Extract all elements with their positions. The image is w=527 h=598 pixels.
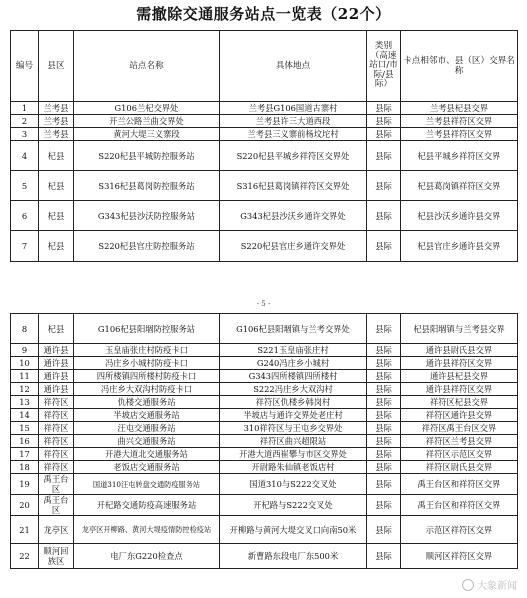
cell-category: 县际 [367, 102, 401, 115]
cell-no: 8 [11, 314, 39, 344]
cell-name: 老饭店交通服务站 [74, 461, 220, 474]
cell-category: 县际 [367, 495, 401, 516]
cell-location: 兰考县许三大道西段 [220, 115, 367, 128]
table-row [11, 314, 518, 344]
cell-border: 禹王台区和祥符区交界 [401, 495, 518, 516]
cell-no: 6 [11, 201, 39, 231]
cell-border: 兰考县祥符区交界 [401, 115, 518, 128]
cell-name: 开兰公路兰曲交界处 [74, 115, 220, 128]
cell-no: 13 [11, 396, 39, 409]
cell-no: 11 [11, 370, 39, 383]
cell-location: 兰考县G106国道古寨村 [220, 102, 367, 115]
table-row [11, 141, 518, 171]
cell-county: 通许县 [39, 344, 74, 357]
cell-county: 杞县 [39, 201, 74, 231]
cell-border: 杞县平城乡祥符区交界 [401, 141, 518, 171]
watermark [462, 577, 517, 592]
cell-border: 通许县杞县交界 [401, 370, 518, 383]
header-location: 具体地点 [220, 31, 367, 102]
cell-border: 兰考县杞县交界 [401, 102, 518, 115]
cell-location: 开杞路与S222交叉处 [220, 495, 367, 516]
table-row [11, 201, 518, 231]
cell-category: 县际 [367, 448, 401, 461]
header-border: 卡点相邻市、县（区）交界名称 [401, 31, 518, 102]
cell-name: 玉皇庙张庄村防疫卡口 [74, 344, 220, 357]
cell-category: 县际 [367, 344, 401, 357]
cell-no: 7 [11, 231, 39, 262]
table-row [11, 344, 518, 357]
cell-county: 兰考县 [39, 115, 74, 128]
cell-border: 禹王台区和祥符区交界 [401, 474, 518, 495]
cell-county: 通许县 [39, 357, 74, 370]
cell-category: 县际 [367, 370, 401, 383]
cell-county: 通许县 [39, 370, 74, 383]
cell-county: 祥符区 [39, 422, 74, 435]
table-row [11, 422, 518, 435]
cell-category: 县际 [367, 435, 401, 448]
cell-no: 2 [11, 115, 39, 128]
watermark-text: 大象新闻 [477, 581, 517, 592]
table-row [11, 516, 518, 544]
header-name: 站点名称 [74, 31, 220, 102]
cell-name: 龙亭区开柳路、黄河大堤疫情防控检疫站 [74, 516, 220, 544]
cell-county: 杞县 [39, 171, 74, 201]
cell-border: 祥符区通许县交界 [401, 409, 518, 422]
cell-category: 县际 [367, 516, 401, 544]
cell-no: 21 [11, 516, 39, 544]
cell-category: 县际 [367, 357, 401, 370]
cell-name: G343杞县沙沃防控服务站 [74, 201, 220, 231]
cell-border: 杞县官庄乡通许县交界 [401, 231, 518, 262]
cell-location: 310祥符区与王屯乡交界处 [220, 422, 367, 435]
cell-name: 黄河大堤三义寨段 [74, 128, 220, 141]
cell-location: S220杞县官庄乡通许交界处 [220, 231, 367, 262]
cell-location: 开柳路与黄河大堤交叉口向南50米 [220, 516, 367, 544]
cell-no: 22 [11, 544, 39, 569]
cell-name: S220杞县官庄防控服务站 [74, 231, 220, 262]
header-county: 县区 [39, 31, 74, 102]
cell-county: 顺河回族区 [39, 544, 74, 569]
table-header-row [11, 31, 518, 102]
cell-no: 18 [11, 461, 39, 474]
table-row [11, 115, 518, 128]
watermark-logo-icon [462, 579, 474, 591]
table-row [11, 231, 518, 262]
cell-no: 17 [11, 448, 39, 461]
header-no: 编号 [11, 31, 39, 102]
cell-name: 曲兴交通服务站 [74, 435, 220, 448]
cell-category: 县际 [367, 409, 401, 422]
cell-no: 9 [11, 344, 39, 357]
cell-county: 兰考县 [39, 102, 74, 115]
cell-category: 县际 [367, 171, 401, 201]
table-row [11, 474, 518, 495]
table-row [11, 383, 518, 396]
table-row [11, 128, 518, 141]
cell-no: 3 [11, 128, 39, 141]
cell-border: 顺河区祥符区交界 [401, 544, 518, 569]
cell-no: 20 [11, 495, 39, 516]
cell-county: 杞县 [39, 314, 74, 344]
cell-name: 国道310汪屯转盘交通防疫服务站 [74, 474, 220, 495]
cell-category: 县际 [367, 474, 401, 495]
cell-location: 开港大道西崔攀与市区交界处 [220, 448, 367, 461]
cell-county: 祥符区 [39, 396, 74, 409]
cell-no: 14 [11, 409, 39, 422]
cell-category: 县际 [367, 383, 401, 396]
cell-name: 仇楼交通服务站 [74, 396, 220, 409]
table-row [11, 396, 518, 409]
document-title: 需撤除交通服务站点一览表（22个） [136, 5, 391, 23]
cell-border: 杞县阳堌镇与兰考县交界 [401, 314, 518, 344]
cell-name: G106杞县阳堌防控服务站 [74, 314, 220, 344]
cell-name: S220杞县平城防控服务站 [74, 141, 220, 171]
cell-name: S316杞县葛岗防控服务站 [74, 171, 220, 201]
cell-location: S220杞县平城乡祥符区交界处 [220, 141, 367, 171]
cell-border: 杞县沙沃乡通许县交界 [401, 201, 518, 231]
cell-no: 15 [11, 422, 39, 435]
cell-location: 开尉路朱仙镇老饭店村 [220, 461, 367, 474]
cell-border: 杞县葛岗镇祥符区交界 [401, 171, 518, 201]
cell-no: 16 [11, 435, 39, 448]
cell-county: 祥符区 [39, 409, 74, 422]
cell-category: 县际 [367, 231, 401, 262]
cell-border: 祥符区尉氏县交界 [401, 461, 518, 474]
cell-category: 县际 [367, 461, 401, 474]
cell-border: 祥符区示范区交界 [401, 448, 518, 461]
stations-table-part2 [10, 313, 518, 569]
cell-name: 四所楼镇四所楼村防疫卡口 [74, 370, 220, 383]
cell-location: S222冯庄乡大双沟村 [220, 383, 367, 396]
table-row [11, 435, 518, 448]
table-row [11, 102, 518, 115]
cell-border: 祥符区杞县交界 [401, 396, 518, 409]
cell-name: 开港大道北交通服务站 [74, 448, 220, 461]
cell-border: 通许县尉氏县交界 [401, 344, 518, 357]
cell-border: 兰考县祥符区交界 [401, 128, 518, 141]
cell-location: S316杞县葛岗镇祥符区交界处 [220, 171, 367, 201]
cell-location: G343四所楼镇四所楼村 [220, 370, 367, 383]
cell-category: 县际 [367, 314, 401, 344]
cell-county: 兰考县 [39, 128, 74, 141]
cell-category: 县际 [367, 141, 401, 171]
cell-location: S221玉皇庙张庄村 [220, 344, 367, 357]
cell-no: 4 [11, 141, 39, 171]
cell-county: 禹王台区 [39, 495, 74, 516]
cell-county: 祥符区 [39, 461, 74, 474]
table-row [11, 370, 518, 383]
cell-border: 通许县祥符区交界 [401, 357, 518, 370]
cell-name: 开杞路交通防疫高速服务站 [74, 495, 220, 516]
cell-name: 电厂东G220检查点 [74, 544, 220, 569]
cell-category: 县际 [367, 422, 401, 435]
cell-no: 5 [11, 171, 39, 201]
table-row [11, 171, 518, 201]
cell-category: 县际 [367, 544, 401, 569]
cell-county: 禹王台区 [39, 474, 74, 495]
cell-location: 半坡店与通许交界处老庄村 [220, 409, 367, 422]
cell-location: G106杞县阳堌镇与兰考交界处 [220, 314, 367, 344]
table-row [11, 495, 518, 516]
cell-location: G240冯庄乡小城村 [220, 357, 367, 370]
cell-location: 兰考县三义寨前杨坟坨村 [220, 128, 367, 141]
cell-border: 示范区祥符区交界 [401, 516, 518, 544]
cell-category: 县际 [367, 128, 401, 141]
header-category: 类别（高速站口/市际/县际） [367, 31, 401, 102]
cell-county: 杞县 [39, 231, 74, 262]
cell-border: 通许县祥符区交界 [401, 383, 518, 396]
cell-category: 县际 [367, 115, 401, 128]
cell-no: 1 [11, 102, 39, 115]
table-row [11, 448, 518, 461]
table-row [11, 461, 518, 474]
cell-county: 龙亭区 [39, 516, 74, 544]
cell-name: 冯庄乡小城村防疫卡口 [74, 357, 220, 370]
table-row [11, 409, 518, 422]
cell-no: 10 [11, 357, 39, 370]
cell-border: 祥符区禹王台区交界 [401, 422, 518, 435]
cell-county: 通许县 [39, 383, 74, 396]
cell-name: 汪屯交通服务站 [74, 422, 220, 435]
cell-name: G106兰杞交界处 [74, 102, 220, 115]
cell-location: G343杞县沙沃乡通许交界处 [220, 201, 367, 231]
cell-location: 新曹路东段电厂东500米 [220, 544, 367, 569]
cell-category: 县际 [367, 201, 401, 231]
cell-name: 半坡店交通服务站 [74, 409, 220, 422]
table-row [11, 544, 518, 569]
cell-category: 县际 [367, 396, 401, 409]
cell-no: 12 [11, 383, 39, 396]
cell-no: 19 [11, 474, 39, 495]
cell-name: 冯庄乡大双沟村防疫卡口 [74, 383, 220, 396]
cell-location: 祥符区仇楼乡韩岗村 [220, 396, 367, 409]
cell-county: 杞县 [39, 141, 74, 171]
cell-county: 祥符区 [39, 435, 74, 448]
table-row [11, 357, 518, 370]
cell-location: 国道310与S222交叉处 [220, 474, 367, 495]
stations-table-part1 [10, 30, 518, 262]
cell-county: 祥符区 [39, 448, 74, 461]
cell-location: 祥符区曲兴超限站 [220, 435, 367, 448]
cell-border: 祥符区兰考县交界 [401, 435, 518, 448]
page-number: - 5 - [256, 300, 271, 308]
